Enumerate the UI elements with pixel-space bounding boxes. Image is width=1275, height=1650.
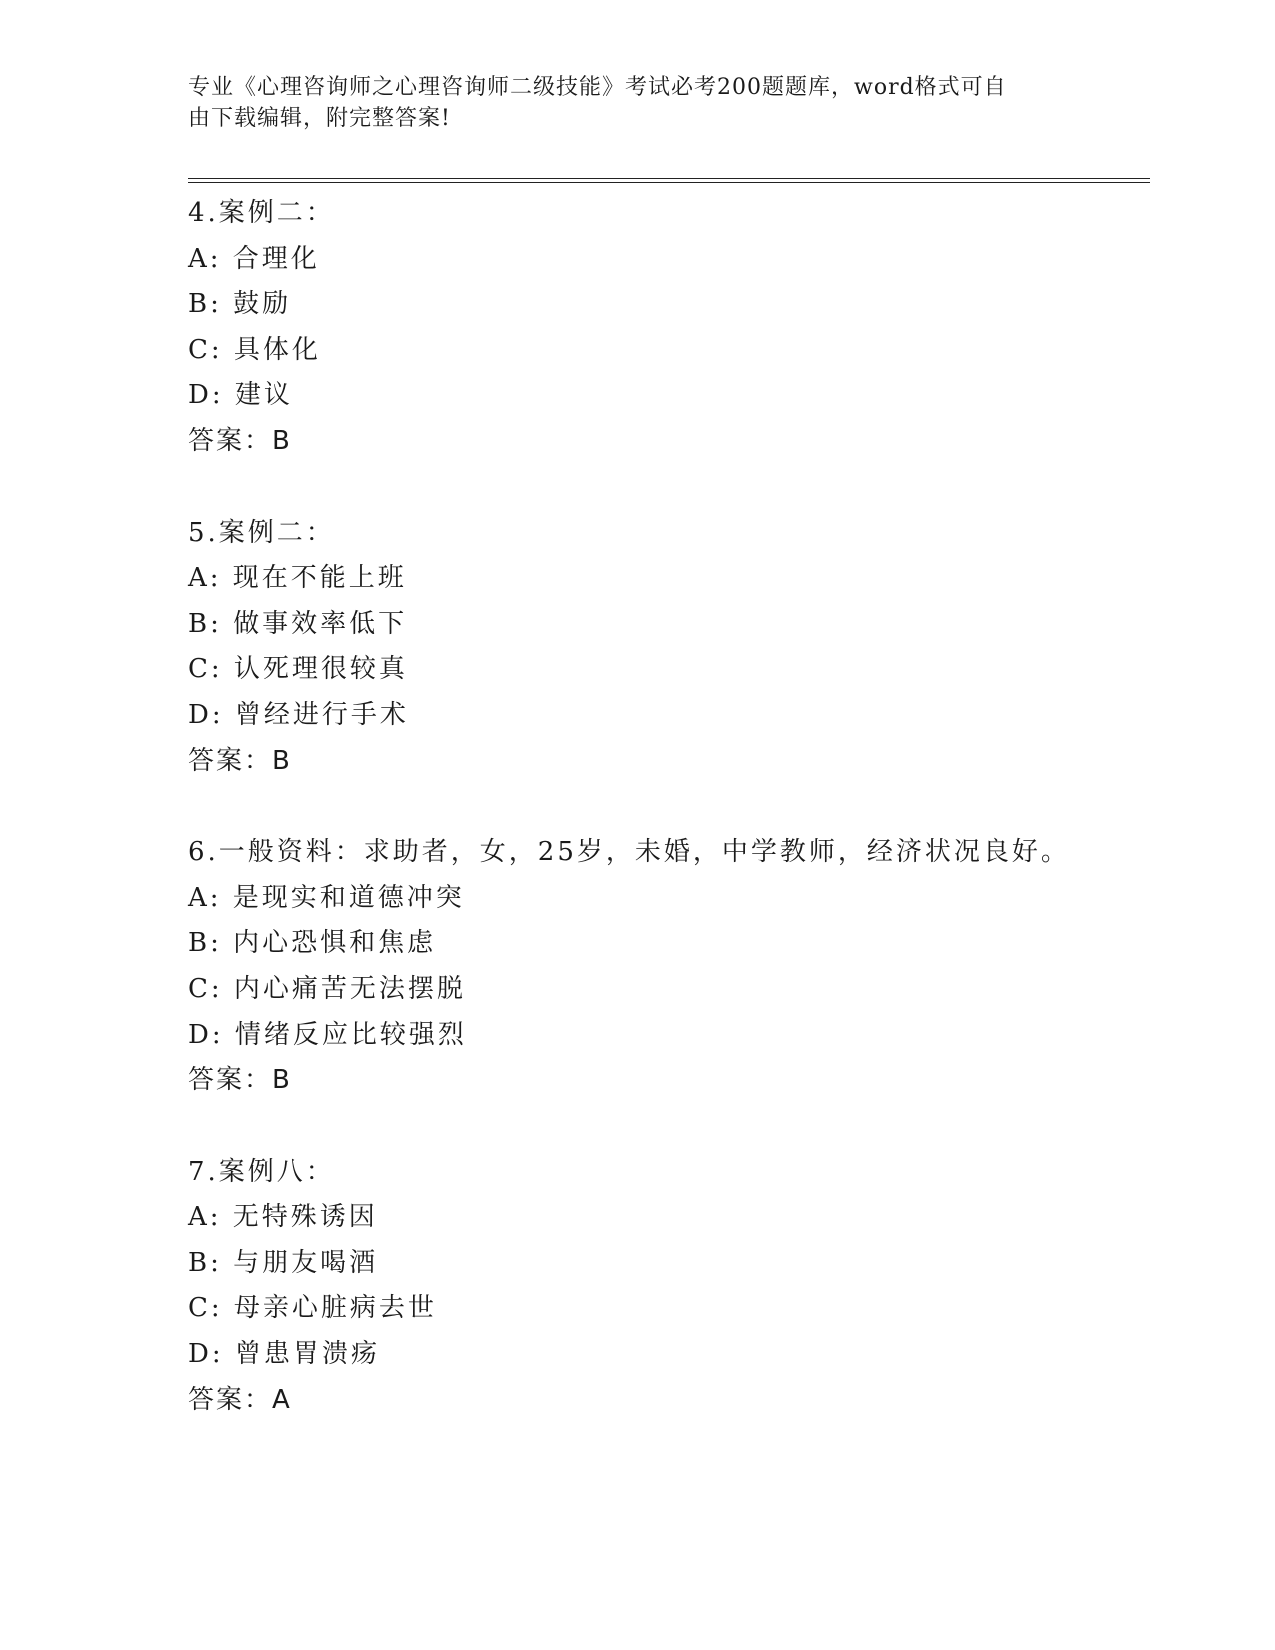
question-item [188, 511, 1148, 785]
header-divider-top [188, 178, 1150, 179]
question-stem: 5.案例二： [188, 517, 335, 548]
header-line-1: 专业《心理咨询师之心理咨询师二级技能》考试必考200题题库，word格式可自 [188, 75, 1007, 100]
answer-key: 答案：B [188, 1065, 292, 1096]
option-a: A: 合理化 [188, 243, 320, 274]
option-b: B: 与朋友喝酒 [188, 1247, 379, 1278]
question-list [188, 191, 1148, 1469]
option-c: C: 母亲心脏病去世 [188, 1293, 437, 1324]
option-c: C: 认死理很较真 [188, 654, 408, 685]
question-item [188, 1150, 1148, 1424]
question-item [188, 830, 1148, 1104]
answer-key: 答案：A [188, 1384, 292, 1415]
option-c: C: 内心痛苦无法摆脱 [188, 973, 466, 1004]
question-stem: 6.一般资料：求助者，女，25岁，未婚，中学教师，经济状况良好。 [188, 837, 1070, 868]
option-b: B: 鼓励 [188, 289, 292, 320]
option-d: D: 情绪反应比较强烈 [188, 1019, 467, 1050]
option-d: D: 建议 [188, 380, 293, 411]
option-b: B: 内心恐惧和焦虑 [188, 928, 437, 959]
question-stem: 7.案例八： [188, 1156, 335, 1187]
option-a: A: 无特殊诱因 [188, 1202, 378, 1233]
document-header [188, 72, 1068, 134]
header-line-2: 由下载编辑，附完整答案! [188, 106, 451, 131]
option-c: C: 具体化 [188, 334, 321, 365]
answer-key: 答案：B [188, 425, 292, 456]
header-divider-bottom [188, 182, 1150, 183]
option-b: B: 做事效率低下 [188, 608, 408, 639]
question-item [188, 191, 1148, 465]
option-d: D: 曾患胃溃疡 [188, 1339, 380, 1370]
option-a: A: 是现实和道德冲突 [188, 882, 465, 913]
option-d: D: 曾经进行手术 [188, 699, 409, 730]
question-stem: 4.案例二： [188, 198, 335, 228]
option-a: A: 现在不能上班 [188, 563, 407, 594]
answer-key: 答案：B [188, 745, 292, 776]
